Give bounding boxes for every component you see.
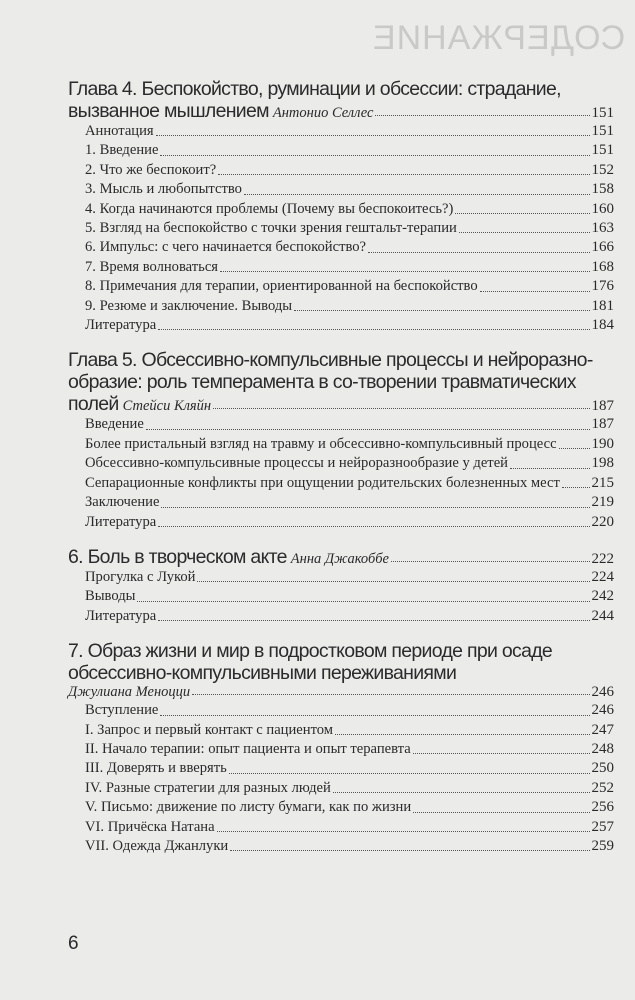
table-of-contents — [68, 78, 614, 870]
chapter-author: Джулиана Меноцци — [68, 684, 191, 701]
entry-page-number: 151 — [591, 123, 614, 139]
entry-page-number: 158 — [591, 181, 614, 198]
entry-title: Аннотация — [85, 123, 154, 139]
chapter-heading-line[interactable]: Глава 5. Обсессивно-компульсивные процессы и нейроразно- — [68, 349, 593, 372]
toc-entry[interactable] — [68, 607, 614, 626]
dot-leader — [158, 526, 589, 527]
toc-entry[interactable] — [68, 721, 614, 740]
chapter-section — [68, 78, 614, 335]
dot-leader — [333, 792, 590, 793]
dot-leader — [213, 408, 589, 409]
toc-entry[interactable] — [68, 454, 614, 473]
show-through-heading: СОДЕРЖАНИЕ — [371, 19, 625, 57]
entry-title: II. Начало терапии: опыт пациента и опыт терапевта — [85, 740, 411, 757]
entry-title: IV. Разные стратегии для разных людей — [85, 779, 331, 796]
entry-page-number: 220 — [591, 513, 614, 530]
dot-leader — [192, 694, 589, 695]
toc-entry[interactable] — [68, 238, 614, 257]
dot-leader — [562, 487, 590, 488]
toc-entry[interactable] — [68, 258, 614, 277]
entry-page-number: 160 — [591, 200, 614, 217]
dot-leader — [197, 581, 589, 582]
toc-entry[interactable] — [68, 435, 614, 454]
entry-page-number: 215 — [591, 474, 614, 491]
dot-leader — [137, 601, 589, 602]
toc-entry[interactable] — [68, 513, 614, 532]
chapter-heading-line: полей — [68, 393, 119, 416]
chapter-heading-row[interactable] — [68, 100, 614, 122]
toc-entry[interactable] — [68, 759, 614, 778]
entry-title: 1. Введение — [85, 142, 159, 159]
dot-leader — [146, 429, 590, 430]
dot-leader — [161, 507, 589, 508]
entry-title: Литература — [85, 607, 157, 624]
chapter-author: Анна Джакоббе — [290, 550, 389, 567]
entry-title: 4. Когда начинаются проблемы (Почему вы беспокоитесь?) — [85, 200, 454, 217]
chapter-heading-line[interactable]: обсессивно-компульсивными переживаниями — [68, 662, 457, 685]
toc-entry[interactable] — [68, 474, 614, 493]
entry-page-number: 252 — [591, 779, 614, 796]
entry-page-number: 257 — [591, 818, 614, 835]
dot-leader — [158, 329, 589, 330]
entry-page-number: 244 — [591, 607, 614, 624]
entry-page-number: 190 — [591, 435, 614, 452]
entry-title: 9. Резюме и заключение. Выводы — [85, 297, 293, 314]
dot-leader — [294, 310, 589, 311]
toc-entry[interactable] — [68, 297, 614, 316]
dot-leader — [230, 850, 589, 851]
entry-page-number: 198 — [591, 455, 614, 472]
chapter-section — [68, 349, 614, 531]
dot-leader — [229, 773, 590, 774]
page-number: 6 — [68, 933, 79, 954]
entry-page-number: 247 — [591, 721, 614, 738]
dot-leader — [160, 715, 589, 716]
dot-leader — [391, 561, 590, 562]
dot-leader — [220, 271, 589, 272]
chapter-heading-line: 6. Боль в творческом акте — [68, 545, 287, 568]
toc-entry[interactable] — [68, 141, 614, 160]
entry-page-number: 181 — [591, 297, 614, 314]
entry-title: Вступление — [85, 702, 159, 719]
toc-entry[interactable] — [68, 701, 614, 720]
entry-page-number: 250 — [591, 760, 614, 777]
entry-page-number: 166 — [591, 239, 614, 256]
entry-page-number: 256 — [591, 799, 614, 816]
dot-leader — [480, 291, 590, 292]
chapter-heading-row[interactable] — [68, 684, 614, 701]
chapter-author: Антонио Селлес — [272, 105, 374, 121]
entry-title: 2. Что же беспокоит? — [85, 161, 217, 178]
chapter-section — [68, 546, 614, 626]
dot-leader — [160, 155, 589, 156]
toc-entry[interactable] — [68, 415, 614, 434]
entry-title: Более пристальный взгляд на травму и обсессивно-компульсивный процесс — [85, 435, 557, 452]
entry-title: VI. Причёска Натана — [85, 818, 215, 835]
dot-leader — [559, 448, 590, 449]
toc-entry[interactable] — [68, 818, 614, 837]
dot-leader — [510, 468, 590, 469]
toc-entry[interactable] — [68, 122, 614, 141]
dot-leader — [158, 620, 589, 621]
entry-page-number: 152 — [591, 161, 614, 178]
chapter-page-number: 246 — [591, 684, 614, 701]
entry-title: 8. Примечания для терапии, ориентированной на беспокойство — [85, 278, 478, 295]
toc-entry[interactable] — [68, 568, 614, 587]
chapter-section — [68, 640, 614, 856]
entry-title: Литература — [85, 317, 157, 334]
toc-entry[interactable] — [68, 837, 614, 856]
toc-entry[interactable] — [68, 798, 614, 817]
entry-title: Литература — [85, 513, 157, 530]
chapter-heading-row[interactable] — [68, 393, 614, 415]
entry-title: 6. Импульс: с чего начинается беспокойство? — [85, 239, 367, 256]
dot-leader — [413, 753, 590, 754]
chapter-page-number: 187 — [591, 398, 614, 415]
entry-page-number: 168 — [591, 258, 614, 275]
chapter-heading-line[interactable]: 7. Образ жизни и мир в подростковом периоде при осаде — [68, 640, 553, 663]
entry-page-number: 259 — [591, 837, 614, 854]
toc-entry[interactable] — [68, 587, 614, 606]
dot-leader — [413, 812, 589, 813]
entry-page-number: 242 — [591, 588, 614, 605]
chapter-author: Стейси Кляйн — [122, 398, 212, 415]
chapter-page-number: 222 — [591, 550, 614, 567]
entry-page-number: 187 — [591, 416, 614, 433]
entry-title: Выводы — [85, 588, 136, 605]
entry-page-number: 224 — [591, 568, 614, 585]
entry-title: VII. Одежда Джанлуки — [85, 837, 229, 854]
toc-entry[interactable] — [68, 779, 614, 798]
chapter-heading-line[interactable]: Глава 4. Беспокойство, руминации и обсессии: страдание, — [68, 78, 561, 100]
entry-title: Прогулка с Лукой — [85, 568, 196, 585]
toc-entry[interactable] — [68, 180, 614, 199]
dot-leader — [455, 213, 589, 214]
toc-entry[interactable] — [68, 161, 614, 180]
entry-title: 3. Мысль и любопытство — [85, 181, 242, 198]
dot-leader — [156, 135, 590, 136]
entry-title: 7. Время волноваться — [85, 258, 219, 275]
toc-entry[interactable] — [68, 740, 614, 759]
chapter-heading-line: вызванное мышлением — [68, 100, 269, 122]
entry-title: Обсессивно-компульсивные процессы и нейроразнообразие у детей — [85, 455, 508, 472]
entry-page-number: 163 — [591, 220, 614, 237]
chapter-heading-line[interactable]: образие: роль темперамента в со-творении травматических — [68, 371, 576, 394]
toc-entry[interactable] — [68, 277, 614, 296]
entry-page-number: 176 — [591, 278, 614, 295]
entry-title: 5. Взгляд на беспокойство с точки зрения гештальт-терапии — [85, 220, 457, 237]
dot-leader — [459, 232, 590, 233]
dot-leader — [335, 734, 589, 735]
entry-title: I. Запрос и первый контакт с пациентом — [85, 721, 334, 738]
entry-title: Сепарационные конфликты при ощущении родительских болезненных мест — [85, 474, 560, 491]
toc-entry[interactable] — [68, 200, 614, 219]
entry-page-number: 151 — [591, 142, 614, 159]
dot-leader — [218, 174, 589, 175]
entry-title: V. Письмо: движение по листу бумаги, как по жизни — [85, 799, 412, 816]
entry-title: III. Доверять и вверять — [85, 760, 227, 777]
entry-page-number: 246 — [591, 702, 614, 719]
dot-leader — [244, 194, 590, 195]
dot-leader — [368, 252, 589, 253]
chapter-heading-row[interactable] — [68, 546, 614, 568]
chapter-page-number: 151 — [591, 105, 614, 121]
entry-title: Заключение — [85, 494, 160, 511]
toc-entry[interactable] — [68, 219, 614, 238]
toc-entry[interactable] — [68, 316, 614, 335]
entry-page-number: 184 — [591, 317, 614, 334]
entry-title: Введение — [85, 416, 144, 433]
dot-leader — [217, 831, 590, 832]
entry-page-number: 248 — [591, 740, 614, 757]
toc-entry[interactable] — [68, 493, 614, 512]
entry-page-number: 219 — [591, 494, 614, 511]
dot-leader — [375, 115, 589, 116]
